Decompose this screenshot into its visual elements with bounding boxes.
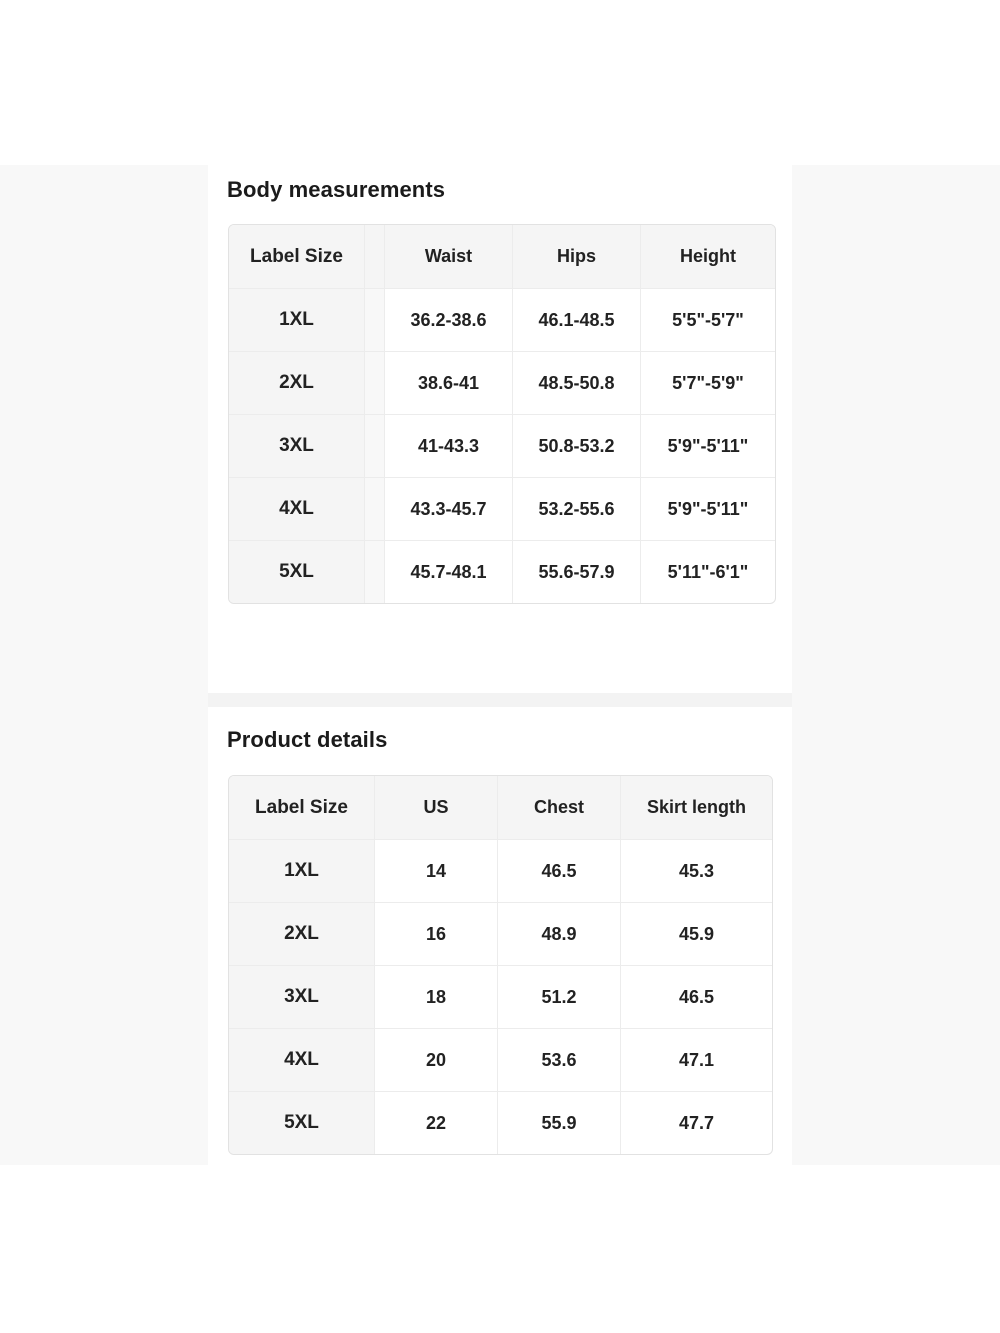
cell-hips: 46.1-48.5 (512, 289, 640, 352)
table-row (229, 966, 772, 1029)
cell-us: 18 (374, 966, 497, 1029)
cell-label-size: 5XL (229, 541, 364, 603)
cell-chest: 48.9 (497, 903, 620, 966)
cell-hips: 55.6-57.9 (512, 541, 640, 603)
cell-height: 5'9"-5'11" (640, 415, 775, 478)
cell-hips: 50.8-53.2 (512, 415, 640, 478)
body-measurements-section (208, 165, 792, 693)
table-row (229, 415, 775, 478)
table-row (229, 352, 775, 415)
cell-waist: 36.2-38.6 (384, 289, 512, 352)
cell-label-size: 4XL (229, 1029, 374, 1092)
table-row (229, 1092, 772, 1154)
section-divider (208, 693, 792, 707)
product-details-section (208, 707, 792, 1165)
cell-us: 22 (374, 1092, 497, 1154)
background-band-left (0, 165, 208, 1165)
table-row (229, 840, 772, 903)
cell-label-size: 2XL (229, 903, 374, 966)
cell-chest: 46.5 (497, 840, 620, 903)
cell-chest: 51.2 (497, 966, 620, 1029)
background-band-right (792, 165, 1000, 1165)
cell-hips: 53.2-55.6 (512, 478, 640, 541)
product-details-title: Product details (227, 727, 388, 752)
cell-spacer (364, 478, 384, 541)
cell-spacer (364, 289, 384, 352)
cell-skirt-length: 47.7 (620, 1092, 772, 1154)
cell-height: 5'7"-5'9" (640, 352, 775, 415)
cell-spacer (364, 541, 384, 603)
table-row (229, 541, 775, 603)
cell-waist: 38.6-41 (384, 352, 512, 415)
header-skirt-length: Skirt length (620, 776, 772, 840)
table-header-row (229, 225, 775, 289)
header-label-size: Label Size (229, 225, 364, 289)
cell-skirt-length: 45.3 (620, 840, 772, 903)
cell-spacer (364, 415, 384, 478)
table-row (229, 478, 775, 541)
body-measurements-title: Body measurements (227, 177, 446, 202)
cell-chest: 55.9 (497, 1092, 620, 1154)
cell-label-size: 2XL (229, 352, 364, 415)
header-spacer (364, 225, 384, 289)
cell-label-size: 3XL (229, 415, 364, 478)
cell-waist: 43.3-45.7 (384, 478, 512, 541)
cell-us: 20 (374, 1029, 497, 1092)
header-waist: Waist (384, 225, 512, 289)
table-header-row (229, 776, 772, 840)
header-height: Height (640, 225, 775, 289)
cell-waist: 41-43.3 (384, 415, 512, 478)
cell-hips: 48.5-50.8 (512, 352, 640, 415)
cell-label-size: 5XL (229, 1092, 374, 1154)
cell-label-size: 4XL (229, 478, 364, 541)
cell-skirt-length: 46.5 (620, 966, 772, 1029)
table-row (229, 903, 772, 966)
cell-spacer (364, 352, 384, 415)
cell-skirt-length: 47.1 (620, 1029, 772, 1092)
cell-skirt-length: 45.9 (620, 903, 772, 966)
cell-height: 5'9"-5'11" (640, 478, 775, 541)
product-details-table (228, 775, 773, 1155)
header-chest: Chest (497, 776, 620, 840)
table-row (229, 289, 775, 352)
header-hips: Hips (512, 225, 640, 289)
header-us: US (374, 776, 497, 840)
cell-height: 5'5"-5'7" (640, 289, 775, 352)
table-row (229, 1029, 772, 1092)
cell-label-size: 3XL (229, 966, 374, 1029)
body-measurements-table (228, 224, 776, 604)
header-label-size: Label Size (229, 776, 374, 840)
cell-label-size: 1XL (229, 289, 364, 352)
cell-us: 16 (374, 903, 497, 966)
cell-waist: 45.7-48.1 (384, 541, 512, 603)
cell-height: 5'11"-6'1" (640, 541, 775, 603)
cell-label-size: 1XL (229, 840, 374, 903)
cell-us: 14 (374, 840, 497, 903)
cell-chest: 53.6 (497, 1029, 620, 1092)
